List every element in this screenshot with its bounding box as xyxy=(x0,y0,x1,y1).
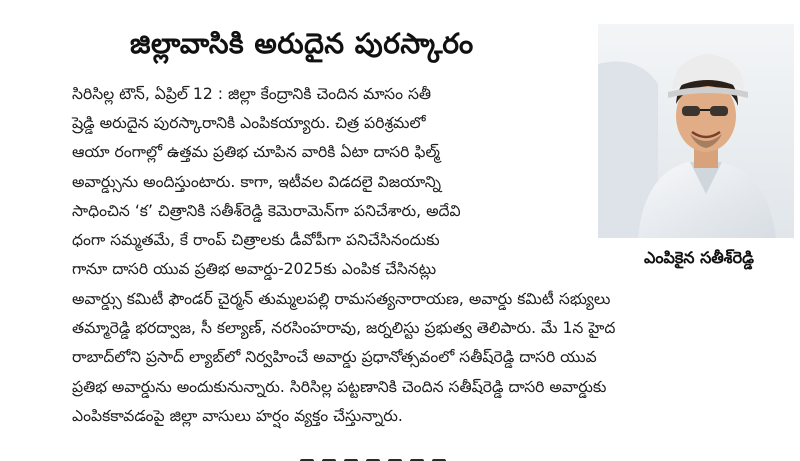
body-line: ఎంపికకావడంపై జిల్లా వాసులు హర్షం వ్యక్తం చేస్తున్నారు. xyxy=(72,406,403,425)
body-line: ష్రెడ్డి అరుదైన పురస్కారానికి ఎంపికయ్యారు. చిత్ర పరిశ్రమలో xyxy=(72,114,426,133)
body-line: అవార్డ్సును అందిస్తుంటారు. కాగా, ఇటీవల విడదలై విజయాన్ని xyxy=(72,172,441,191)
body-line: గానూ దాసరి యువ ప్రతిభ అవార్డు-2025కు ఎంపిక చేసినట్లు xyxy=(72,260,437,279)
photo-caption: ఎంపికైన సతీశ్‌రెడ్డి xyxy=(644,248,754,267)
cropped-next-headline xyxy=(300,452,480,461)
article-headline: జిల్లావాసికి అరుదైన పురస్కారం xyxy=(130,27,474,60)
body-line: ధంగా సమ్మతమే, కే రాంప్ చిత్రాలకు డీవోపీగా పనిచేసినందుకు xyxy=(72,230,440,249)
body-line: సిరిసిల్ల టౌన్, ఏప్రిల్ 12 : జిల్లా కేంద్రానికి చెందిన మాసం సతీ xyxy=(72,85,432,103)
body-line: తమ్మారెడ్డి భరద్వాజ, సీ కల్యాణ్, నరసింహరావు, జర్నలిస్టు ప్రభుత్వ తెలిపారు. మే 1న హైద xyxy=(72,319,616,338)
article-body-lower xyxy=(72,285,787,431)
body-line: సాధించిన ‘క’ చిత్రానికి సతీశ్‌రెడ్డి కెమెరామెన్‌గా పనిచేశారు, అదేవి xyxy=(72,201,461,220)
body-line: ప్రతిభ అవార్డును అందుకునున్నారు. సిరిసిల్ల పట్టణానికి చెందిన సతీష్‌రెడ్డి దాసరి అవార్డుకు xyxy=(72,377,607,396)
body-line: ఆయా రంగాల్లో ఉత్తమ ప్రతిభ చూపిన వారికి ఏటా దాసరి ఫిల్మ్ xyxy=(72,143,440,162)
body-line: రాబాద్‌లోని ప్రసాద్ ల్యాబ్‌లో నిర్వహించే అవార్డు ప్రధానోత్సవంలో సతీష్‌రెడ్డి దాసరి యువ xyxy=(72,348,597,367)
body-line: అవార్డ్సు కమిటీ ఫౌండర్ చైర్మన్ తుమ్మలపల్లి రామసత్యనారాయణ, అవార్డు కమిటీ సభ్యులు xyxy=(72,290,611,308)
portrait-photo xyxy=(598,24,794,238)
portrait-illustration xyxy=(598,24,794,238)
article-body-upper xyxy=(72,80,592,284)
